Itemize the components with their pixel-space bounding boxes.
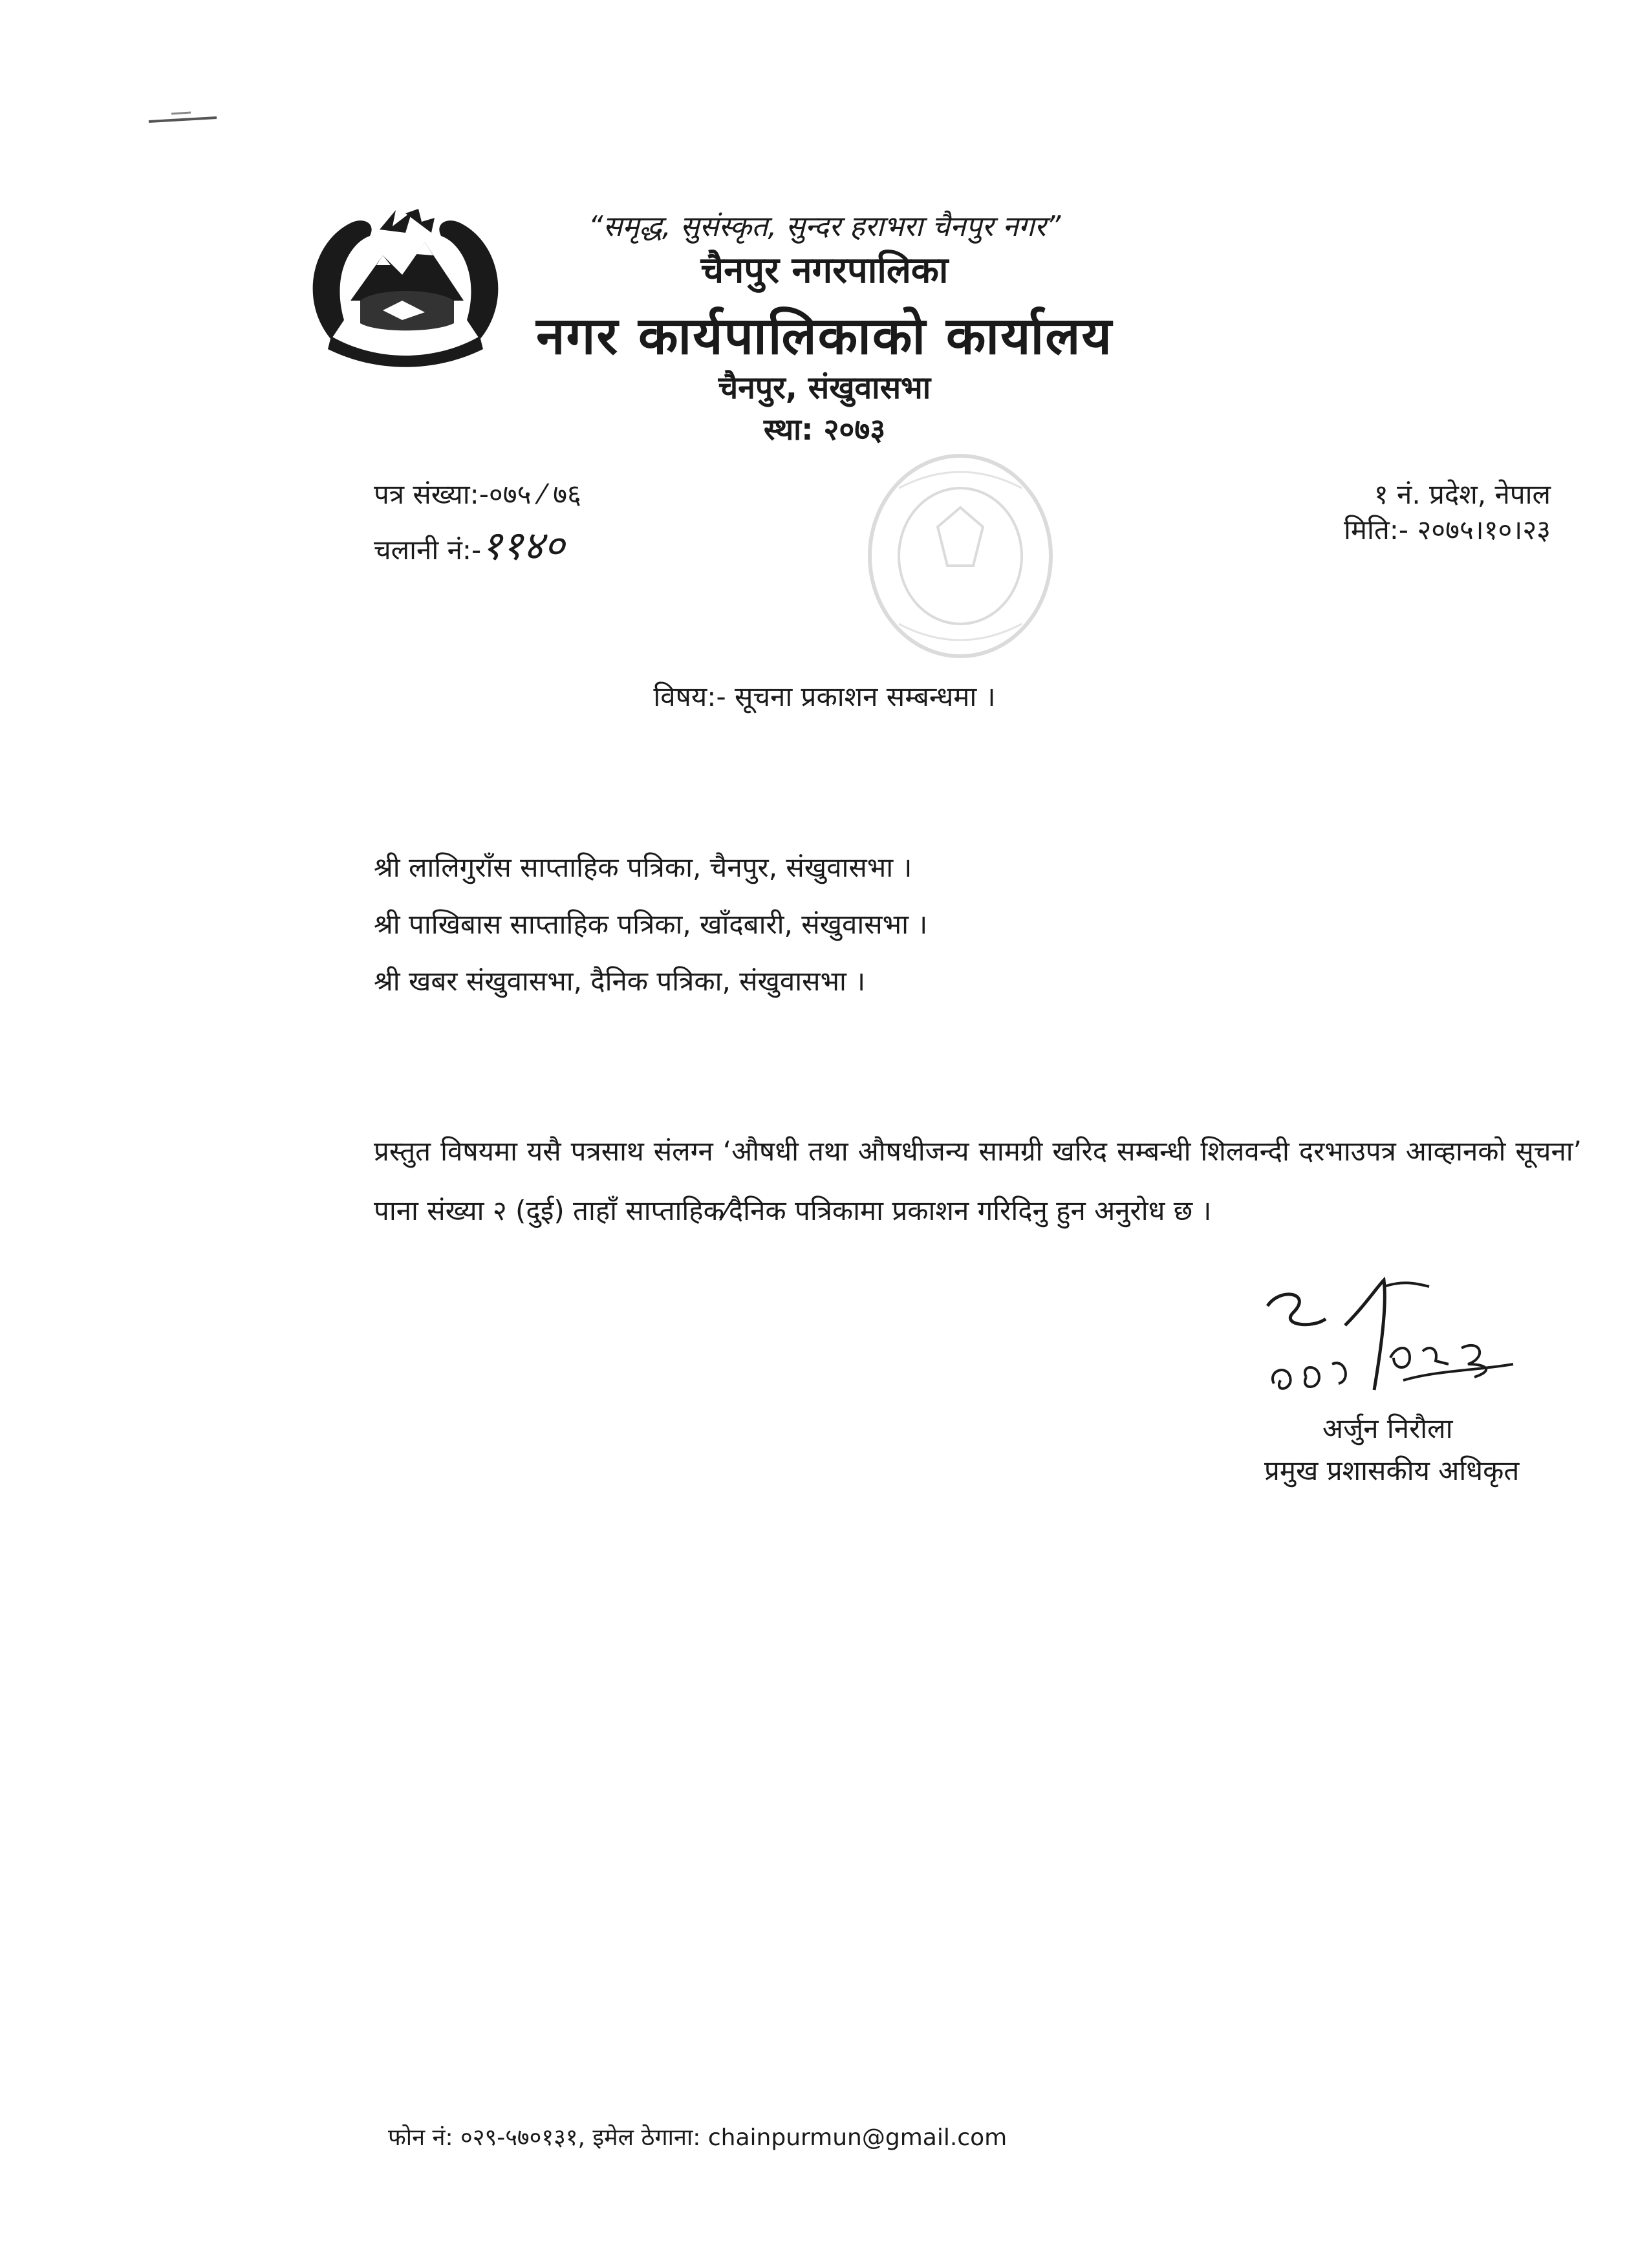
dispatch-number-label: चलानी नं:- <box>374 534 482 566</box>
letter-number-value: ०७५ ⁄ ७६ <box>488 478 581 510</box>
handwritten-signature-icon <box>1255 1267 1526 1422</box>
established-year: स्था: २०७३ <box>763 412 886 447</box>
letter-date <box>1344 511 1551 548</box>
letter-number-label: पत्र संख्या:- <box>374 478 489 510</box>
dispatch-number <box>374 517 565 572</box>
letter-body: प्रस्तुत विषयमा यसै पत्रसाथ संलग्न ‘औषधी तथा औषधीजन्य सामग्री खरिद सम्बन्धी शिलवन्दी दरभाउपत्र आव्हानको सूचना’ पाना संख्या २ (दुई) ताहाँ साप्ताहिक⁄दैनिक पत्रिकामा प्रकाशन गरिदिनु हुन अनुरोध छ । <box>374 1135 1582 1226</box>
office-address: चैनपुर, संखुवासभा <box>718 370 931 406</box>
office-name: नगर कार्यपालिकाको कार्यालय <box>536 306 1113 366</box>
date-value: २०७५।१०।२३ <box>1417 514 1551 546</box>
footer-contact: फोन नं: ०२९-५७०१३१, इमेल ठेगाना: chainpurmun@gmail.com <box>388 2124 1008 2151</box>
signatory-title: प्रमुख प्रशासकीय अधिकृत <box>1264 1455 1520 1486</box>
date-label: मिति:- <box>1343 514 1409 546</box>
province: १ नं. प्रदेश, नेपाल <box>1374 478 1551 510</box>
scan-mark <box>146 110 223 129</box>
subject-line: विषय:- सूचना प्रकाशन सम्बन्धमा । <box>653 681 996 712</box>
dispatch-number-value: ११४० <box>481 522 565 569</box>
signatory-name: अर्जुन निरौला <box>1322 1413 1453 1444</box>
recipient-line: श्री लालिगुराँस साप्ताहिक पत्रिका, चैनपुर, संखुवासभा । <box>374 851 912 883</box>
recipient-line: श्री पाखिबास साप्ताहिक पत्रिका, खाँदबारी, संखुवासभा । <box>374 908 928 940</box>
slogan: “समृद्ध, सुसंस्कृत, सुन्दर हराभरा चैनपुर नगर” <box>588 210 1061 243</box>
municipality-name: चैनपुर नगरपालिका <box>700 250 949 292</box>
recipient-line: श्री खबर संखुवासभा, दैनिक पत्रिका, संखुवासभा । <box>374 965 866 997</box>
letter-number <box>374 475 581 512</box>
office-round-stamp-icon <box>860 449 1061 663</box>
